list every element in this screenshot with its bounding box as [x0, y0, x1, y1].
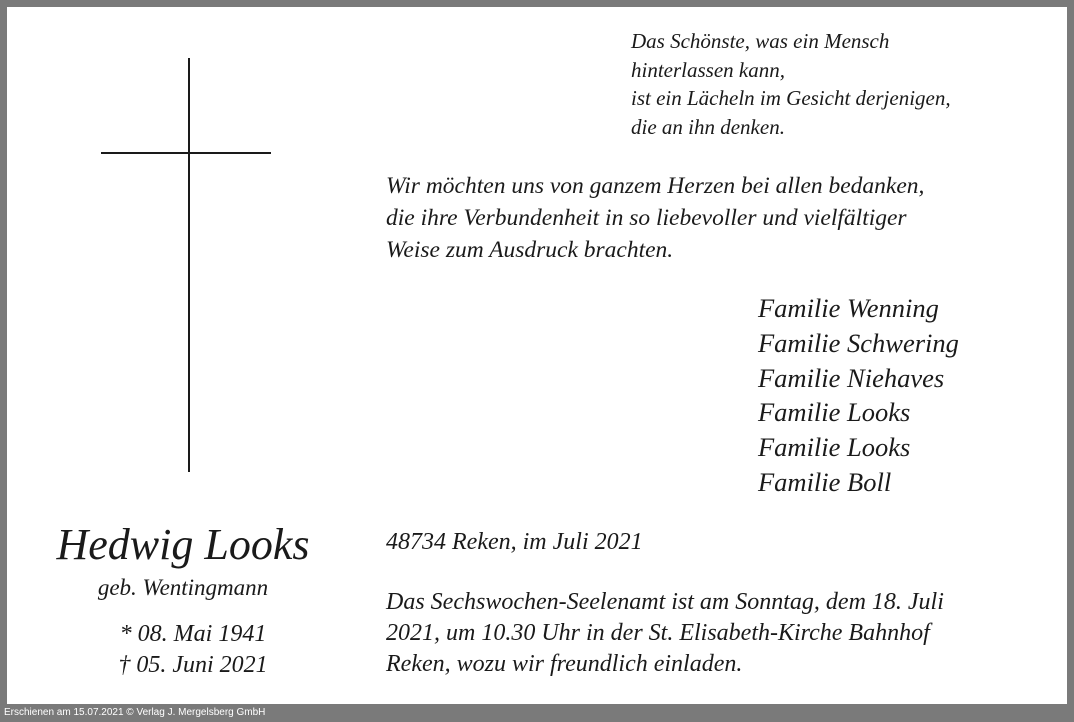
thanks-paragraph	[386, 170, 924, 266]
mass-announcement	[386, 587, 944, 680]
mass-line: Das Sechswochen-Seelenamt ist am Sonntag, dem 18. Juli	[386, 589, 944, 615]
quote-line: ist ein Lächeln im Gesicht derjenigen,	[631, 86, 951, 110]
obituary-card	[7, 7, 1067, 704]
cross-vertical-bar	[188, 58, 190, 472]
quote-line: Das Schönste, was ein Mensch	[631, 29, 890, 53]
thanks-line: Wir möchten uns von ganzem Herzen bei allen bedanken,	[386, 173, 925, 199]
family-name: Familie Wenning	[758, 293, 939, 323]
cross-horizontal-bar	[101, 152, 271, 154]
death-date: † 05. Juni 2021	[118, 652, 268, 678]
family-list	[758, 291, 959, 500]
publication-footer: Erschienen am 15.07.2021 © Verlag J. Mergelsberg GmbH	[4, 707, 266, 718]
family-name: Familie Looks	[758, 397, 911, 428]
mass-line: 2021, um 10.30 Uhr in der St. Elisabeth-Kirche Bahnhof	[386, 620, 930, 646]
family-name: Familie Schwering	[758, 327, 959, 358]
family-name: Familie Looks	[758, 432, 911, 463]
birth-date: * 08. Mai 1941	[119, 621, 267, 647]
quote-line: hinterlassen kann,	[631, 57, 785, 82]
quote-line: die an ihn denken.	[631, 114, 785, 139]
thanks-line: die ihre Verbundenheit in so liebevoller und vielfältiger	[386, 205, 907, 231]
family-name: Familie Boll	[758, 466, 892, 497]
deceased-name: Hedwig Looks	[56, 520, 310, 569]
mass-line: Reken, wozu wir freundlich einladen.	[386, 651, 743, 677]
family-name: Familie Niehaves	[758, 362, 945, 393]
life-dates	[7, 619, 379, 681]
memorial-quote	[631, 27, 951, 141]
place-date: 48734 Reken, im Juli 2021	[386, 529, 643, 555]
thanks-line: Weise zum Ausdruck brachten.	[386, 237, 674, 263]
birth-name: geb. Wentingmann	[97, 575, 269, 600]
